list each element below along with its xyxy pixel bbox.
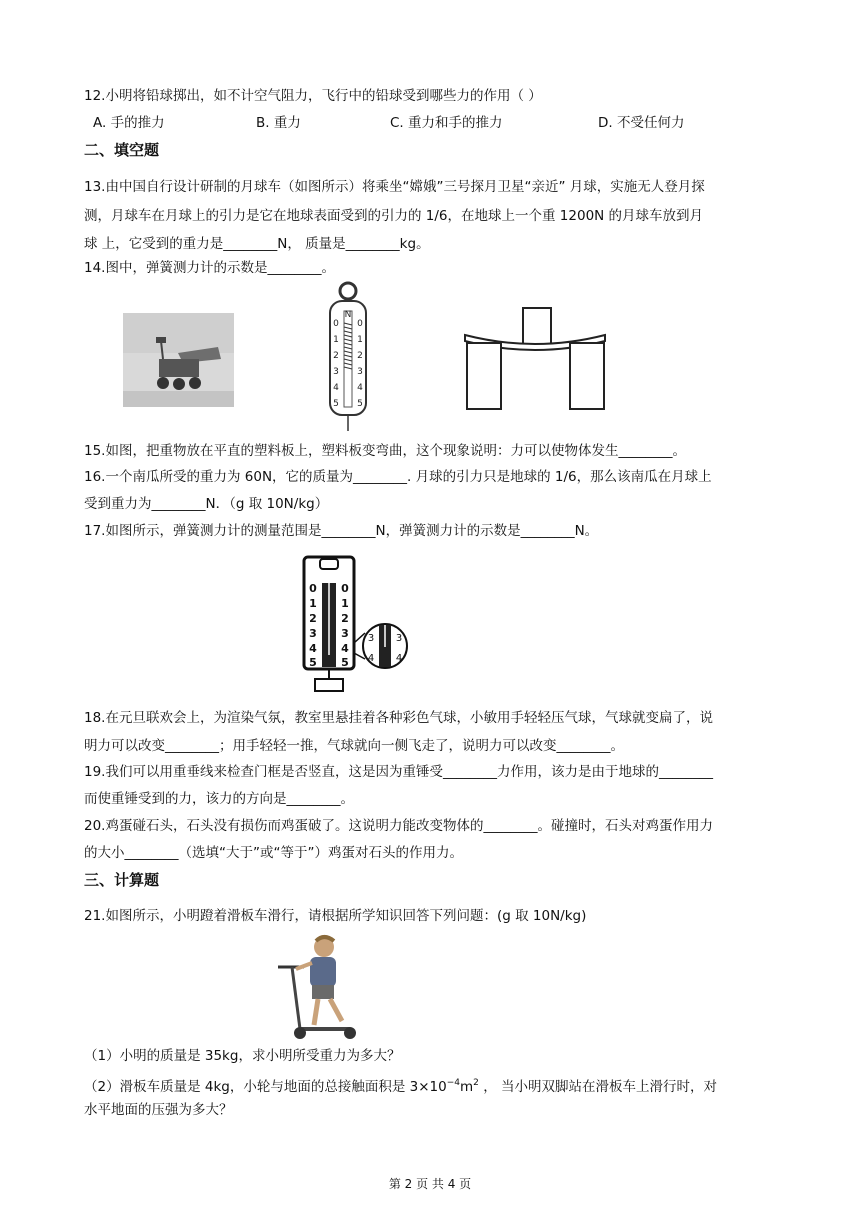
- question-21-part-1: （1）小明的质量是 35kg，求小明所受重力为多大？: [84, 1048, 401, 1064]
- question-19-line-2: 而使重锤受到的力，该力的方向是________。: [84, 791, 354, 807]
- scale-2-tick-right: 1: [341, 597, 349, 610]
- scale-1-tick-right: 4: [357, 383, 363, 393]
- question-16-line-2: 受到重力为________N．（g 取 10N/kg）: [84, 496, 329, 512]
- scale-2-tick-right: 5: [341, 656, 349, 669]
- question-17: 17.如图所示，弹簧测力计的测量范围是________N，弹簧测力计的示数是________N。: [84, 523, 599, 539]
- section-heading-calculation: 三、计算题: [84, 871, 160, 889]
- scale-1-tick-left: 5: [333, 399, 339, 409]
- scale-2-tick-left: 4: [309, 642, 317, 655]
- scale-1-tick-left: 4: [333, 383, 339, 393]
- question-12-stem: 12.小明将铅球掷出，如不计空气阻力，飞行中的铅球受到哪些力的作用（ ）: [84, 88, 542, 104]
- scale-1-tick-left: 1: [333, 335, 339, 345]
- zoom-tick: 3: [395, 633, 403, 644]
- scale-2-tick-right: 2: [341, 612, 349, 625]
- option-d: D. 不受任何力: [598, 115, 685, 131]
- scale-2-tick-left: 2: [309, 612, 317, 625]
- scale-1-tick-right: 0: [357, 319, 363, 329]
- question-21-part-2-line-1: [84, 1073, 717, 1097]
- scale-1-tick-right: 1: [357, 335, 363, 345]
- spring-scale-2: [301, 555, 413, 693]
- section-heading-fill-in: 二、填空题: [84, 141, 160, 159]
- question-20-line-1: 20.鸡蛋碰石头，石头没有损伤而鸡蛋破了。这说明力能改变物体的________。碰撞时，石头对鸡蛋作用力: [84, 818, 713, 834]
- page-footer: 第 2 页 共 4 页: [388, 1177, 472, 1191]
- scale-2-tick-right: 3: [341, 627, 349, 640]
- question-15: 15.如图，把重物放在平直的塑料板上，塑料板变弯曲，这个现象说明：力可以使物体发生________。: [84, 443, 686, 459]
- scale-1-unit: N: [344, 310, 352, 320]
- scale-2-tick-left: 1: [309, 597, 317, 610]
- option-b: B. 重力: [256, 115, 301, 131]
- question-13-line-1: 13.由中国自行设计研制的月球车（如图所示）将乘坐“嫦娥”三号探月卫星“亲近” 月球，实施无人登月探: [84, 179, 705, 195]
- child-scooter-photo: [258, 933, 380, 1041]
- part-2-text: （2）滑板车质量是 4kg，小轮与地面的总接触面积是 3×10: [84, 1079, 447, 1095]
- scale-2-tick-right: 4: [341, 642, 349, 655]
- question-20-line-2: 的大小________（选填“大于”或“等于”）鸡蛋对石头的作用力。: [84, 845, 463, 861]
- unit: m: [460, 1079, 474, 1095]
- scale-2-tick-left: 3: [309, 627, 317, 640]
- option-c: C. 重力和手的推力: [390, 115, 503, 131]
- part-2-text-continued: ， 当小明双脚站在滑板车上滑行时，对: [478, 1079, 717, 1095]
- exponent: −4: [446, 1078, 461, 1088]
- question-21-stem: 21.如图所示，小明蹬着滑板车滑行，请根据所学知识回答下列问题：(g 取 10N/kg): [84, 908, 587, 924]
- question-18-line-2: 明力可以改变________；用手轻轻一推，气球就向一侧飞走了，说明力可以改变________。: [84, 738, 624, 754]
- scale-2-tick-right: 0: [341, 582, 349, 595]
- scale-1-tick-right: 5: [357, 399, 363, 409]
- square-exponent: 2: [473, 1078, 479, 1088]
- zoom-tick: 3: [367, 633, 375, 644]
- spring-scale-1: [323, 281, 373, 433]
- option-a: A. 手的推力: [93, 115, 165, 131]
- scale-1-tick-left: 0: [333, 319, 339, 329]
- question-16-line-1: 16.一个南瓜所受的重力为 60N，它的质量为________. 月球的引力只是地球的 1/6，那么该南瓜在月球上: [84, 469, 712, 485]
- question-18-line-1: 18.在元旦联欢会上，为渲染气氛，教室里悬挂着各种彩色气球，小敏用手轻轻压气球，气球就变扁了，说: [84, 710, 713, 726]
- question-13-line-2: 测，月球车在月球上的引力是它在地球表面受到的引力的 1/6，在地球上一个重 1200N 的月球车放到月: [84, 208, 704, 224]
- question-21-part-2-line-2: 水平地面的压强为多大？: [84, 1102, 233, 1118]
- bent-board-figure: [463, 307, 607, 411]
- scale-1-tick-right: 3: [357, 367, 363, 377]
- zoom-tick: 4: [367, 653, 375, 664]
- question-14: 14.图中，弹簧测力计的示数是________。: [84, 260, 335, 276]
- question-13-line-3: 球 上，它受到的重力是________N， 质量是________kg。: [84, 236, 430, 252]
- lunar-rover-photo: [123, 313, 234, 407]
- scale-1-tick-left: 2: [333, 351, 339, 361]
- scale-2-tick-left: 0: [309, 582, 317, 595]
- scale-1-tick-right: 2: [357, 351, 363, 361]
- zoom-tick: 4: [395, 653, 403, 664]
- question-19-line-1: 19.我们可以用重垂线来检查门框是否竖直，这是因为重锤受________力作用，该力是由于地球的________: [84, 764, 713, 780]
- scale-1-tick-left: 3: [333, 367, 339, 377]
- scale-2-tick-left: 5: [309, 656, 317, 669]
